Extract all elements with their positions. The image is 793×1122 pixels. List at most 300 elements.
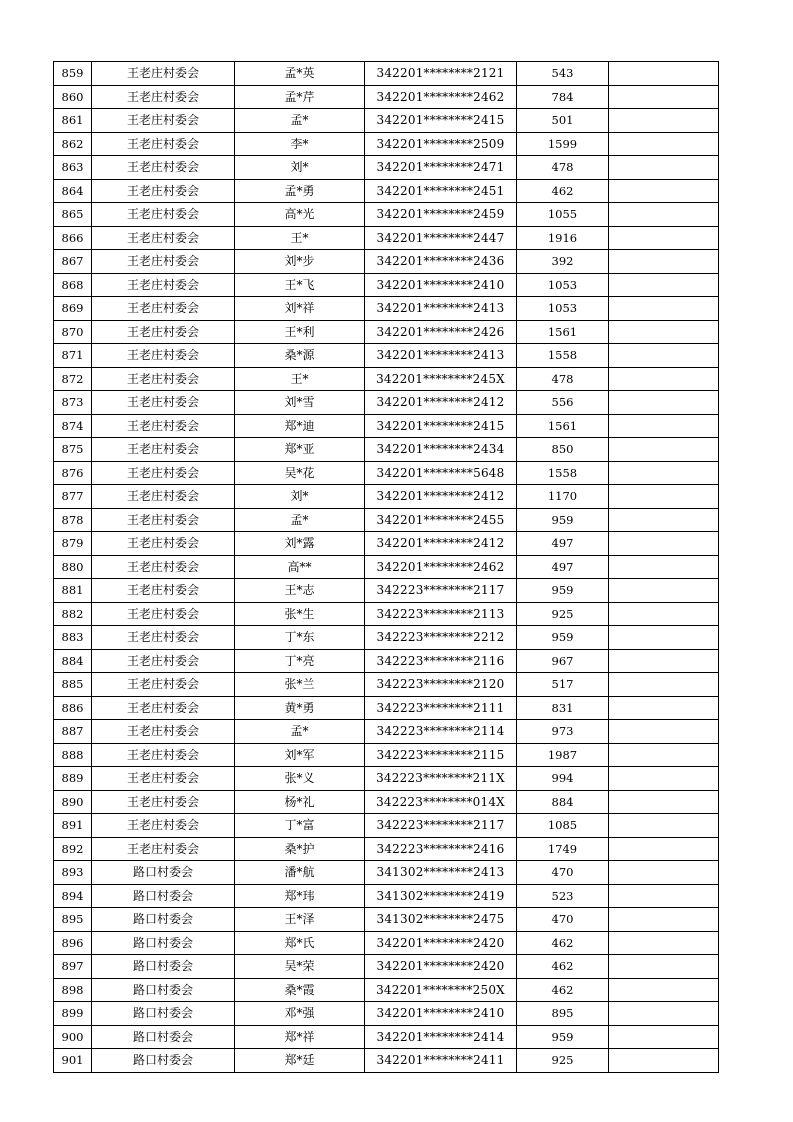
village-committee-cell: 王老庄村委会 xyxy=(92,532,235,556)
table-row xyxy=(54,978,719,1002)
amount-cell: 1987 xyxy=(517,743,609,767)
person-name-cell: 刘*军 xyxy=(235,743,365,767)
village-committee-cell: 王老庄村委会 xyxy=(92,250,235,274)
id-number-cell: 342201********2415 xyxy=(365,414,517,438)
table-row xyxy=(54,931,719,955)
id-number-cell: 342201********245X xyxy=(365,367,517,391)
note-cell xyxy=(609,85,719,109)
village-committee-cell: 路口村委会 xyxy=(92,955,235,979)
village-committee-cell: 王老庄村委会 xyxy=(92,461,235,485)
id-number-cell: 342223********2117 xyxy=(365,579,517,603)
row-number-cell: 878 xyxy=(54,508,92,532)
row-number-cell: 869 xyxy=(54,297,92,321)
id-number-cell: 342223********2113 xyxy=(365,602,517,626)
table-row xyxy=(54,837,719,861)
village-committee-cell: 王老庄村委会 xyxy=(92,649,235,673)
amount-cell: 1599 xyxy=(517,132,609,156)
table-row xyxy=(54,696,719,720)
note-cell xyxy=(609,579,719,603)
person-name-cell: 潘*航 xyxy=(235,861,365,885)
person-name-cell: 王* xyxy=(235,226,365,250)
village-committee-cell: 王老庄村委会 xyxy=(92,508,235,532)
village-committee-cell: 王老庄村委会 xyxy=(92,203,235,227)
note-cell xyxy=(609,743,719,767)
note-cell xyxy=(609,1025,719,1049)
table-row xyxy=(54,908,719,932)
note-cell xyxy=(609,884,719,908)
id-number-cell: 342201********2412 xyxy=(365,485,517,509)
table-row xyxy=(54,626,719,650)
row-number-cell: 885 xyxy=(54,673,92,697)
id-number-cell: 342201********2509 xyxy=(365,132,517,156)
person-name-cell: 邓*强 xyxy=(235,1002,365,1026)
id-number-cell: 342201********2420 xyxy=(365,955,517,979)
amount-cell: 462 xyxy=(517,931,609,955)
amount-cell: 556 xyxy=(517,391,609,415)
person-name-cell: 郑*迪 xyxy=(235,414,365,438)
person-name-cell: 刘*雪 xyxy=(235,391,365,415)
row-number-cell: 872 xyxy=(54,367,92,391)
row-number-cell: 863 xyxy=(54,156,92,180)
village-committee-cell: 王老庄村委会 xyxy=(92,626,235,650)
table-row xyxy=(54,297,719,321)
amount-cell: 784 xyxy=(517,85,609,109)
amount-cell: 497 xyxy=(517,532,609,556)
id-number-cell: 342201********2462 xyxy=(365,555,517,579)
amount-cell: 884 xyxy=(517,790,609,814)
table-row xyxy=(54,861,719,885)
note-cell xyxy=(609,837,719,861)
note-cell xyxy=(609,720,719,744)
table-row xyxy=(54,720,719,744)
person-name-cell: 郑*祥 xyxy=(235,1025,365,1049)
note-cell xyxy=(609,62,719,86)
table-row xyxy=(54,344,719,368)
row-number-cell: 890 xyxy=(54,790,92,814)
row-number-cell: 866 xyxy=(54,226,92,250)
row-number-cell: 873 xyxy=(54,391,92,415)
row-number-cell: 889 xyxy=(54,767,92,791)
row-number-cell: 870 xyxy=(54,320,92,344)
row-number-cell: 900 xyxy=(54,1025,92,1049)
note-cell xyxy=(609,297,719,321)
amount-cell: 1558 xyxy=(517,461,609,485)
person-name-cell: 王*利 xyxy=(235,320,365,344)
person-name-cell: 王* xyxy=(235,367,365,391)
note-cell xyxy=(609,931,719,955)
village-committee-cell: 王老庄村委会 xyxy=(92,391,235,415)
id-number-cell: 342201********2121 xyxy=(365,62,517,86)
table-row xyxy=(54,673,719,697)
amount-cell: 959 xyxy=(517,579,609,603)
village-committee-cell: 王老庄村委会 xyxy=(92,156,235,180)
amount-cell: 523 xyxy=(517,884,609,908)
village-committee-cell: 王老庄村委会 xyxy=(92,179,235,203)
person-name-cell: 李* xyxy=(235,132,365,156)
amount-cell: 850 xyxy=(517,438,609,462)
amount-cell: 501 xyxy=(517,109,609,133)
village-committee-cell: 王老庄村委会 xyxy=(92,273,235,297)
village-committee-cell: 王老庄村委会 xyxy=(92,438,235,462)
row-number-cell: 875 xyxy=(54,438,92,462)
village-committee-cell: 王老庄村委会 xyxy=(92,132,235,156)
note-cell xyxy=(609,955,719,979)
id-number-cell: 342201********2414 xyxy=(365,1025,517,1049)
row-number-cell: 874 xyxy=(54,414,92,438)
village-committee-cell: 王老庄村委会 xyxy=(92,602,235,626)
table-row xyxy=(54,814,719,838)
note-cell xyxy=(609,344,719,368)
row-number-cell: 899 xyxy=(54,1002,92,1026)
row-number-cell: 864 xyxy=(54,179,92,203)
village-committee-cell: 路口村委会 xyxy=(92,1025,235,1049)
person-name-cell: 黄*勇 xyxy=(235,696,365,720)
village-committee-cell: 路口村委会 xyxy=(92,908,235,932)
note-cell xyxy=(609,508,719,532)
note-cell xyxy=(609,767,719,791)
id-number-cell: 342201********2451 xyxy=(365,179,517,203)
note-cell xyxy=(609,226,719,250)
person-name-cell: 高** xyxy=(235,555,365,579)
roster-body xyxy=(54,62,719,1073)
id-number-cell: 342223********014X xyxy=(365,790,517,814)
note-cell xyxy=(609,1049,719,1073)
id-number-cell: 341302********2413 xyxy=(365,861,517,885)
note-cell xyxy=(609,555,719,579)
amount-cell: 1055 xyxy=(517,203,609,227)
note-cell xyxy=(609,461,719,485)
person-name-cell: 郑*氏 xyxy=(235,931,365,955)
table-row xyxy=(54,320,719,344)
id-number-cell: 342201********2434 xyxy=(365,438,517,462)
table-row xyxy=(54,767,719,791)
id-number-cell: 342223********2111 xyxy=(365,696,517,720)
row-number-cell: 880 xyxy=(54,555,92,579)
person-name-cell: 孟* xyxy=(235,508,365,532)
id-number-cell: 342201********5648 xyxy=(365,461,517,485)
amount-cell: 925 xyxy=(517,1049,609,1073)
amount-cell: 1085 xyxy=(517,814,609,838)
note-cell xyxy=(609,438,719,462)
row-number-cell: 879 xyxy=(54,532,92,556)
table-row xyxy=(54,414,719,438)
row-number-cell: 877 xyxy=(54,485,92,509)
id-number-cell: 342201********2410 xyxy=(365,273,517,297)
amount-cell: 517 xyxy=(517,673,609,697)
table-row xyxy=(54,109,719,133)
table-row xyxy=(54,649,719,673)
person-name-cell: 桑*源 xyxy=(235,344,365,368)
village-committee-cell: 王老庄村委会 xyxy=(92,720,235,744)
village-committee-cell: 路口村委会 xyxy=(92,1049,235,1073)
table-row xyxy=(54,203,719,227)
note-cell xyxy=(609,908,719,932)
village-committee-cell: 王老庄村委会 xyxy=(92,790,235,814)
row-number-cell: 891 xyxy=(54,814,92,838)
amount-cell: 1053 xyxy=(517,273,609,297)
note-cell xyxy=(609,626,719,650)
row-number-cell: 887 xyxy=(54,720,92,744)
id-number-cell: 342201********2420 xyxy=(365,931,517,955)
person-name-cell: 张*生 xyxy=(235,602,365,626)
village-committee-cell: 王老庄村委会 xyxy=(92,485,235,509)
id-number-cell: 342201********2471 xyxy=(365,156,517,180)
person-name-cell: 孟*勇 xyxy=(235,179,365,203)
note-cell xyxy=(609,602,719,626)
id-number-cell: 342201********2412 xyxy=(365,391,517,415)
person-name-cell: 吴*荣 xyxy=(235,955,365,979)
table-row xyxy=(54,955,719,979)
village-committee-cell: 王老庄村委会 xyxy=(92,579,235,603)
row-number-cell: 860 xyxy=(54,85,92,109)
village-committee-cell: 王老庄村委会 xyxy=(92,814,235,838)
note-cell xyxy=(609,250,719,274)
id-number-cell: 342201********2412 xyxy=(365,532,517,556)
id-number-cell: 341302********2419 xyxy=(365,884,517,908)
row-number-cell: 862 xyxy=(54,132,92,156)
amount-cell: 462 xyxy=(517,179,609,203)
note-cell xyxy=(609,790,719,814)
person-name-cell: 刘* xyxy=(235,485,365,509)
person-name-cell: 王*飞 xyxy=(235,273,365,297)
village-committee-cell: 王老庄村委会 xyxy=(92,226,235,250)
amount-cell: 478 xyxy=(517,156,609,180)
amount-cell: 478 xyxy=(517,367,609,391)
table-row xyxy=(54,85,719,109)
person-name-cell: 孟* xyxy=(235,720,365,744)
amount-cell: 462 xyxy=(517,978,609,1002)
id-number-cell: 342223********211X xyxy=(365,767,517,791)
person-name-cell: 郑*玮 xyxy=(235,884,365,908)
person-name-cell: 丁*亮 xyxy=(235,649,365,673)
table-row xyxy=(54,485,719,509)
village-committee-cell: 王老庄村委会 xyxy=(92,62,235,86)
table-row xyxy=(54,1049,719,1073)
note-cell xyxy=(609,203,719,227)
table-row xyxy=(54,273,719,297)
table-row xyxy=(54,1002,719,1026)
note-cell xyxy=(609,132,719,156)
row-number-cell: 861 xyxy=(54,109,92,133)
table-row xyxy=(54,555,719,579)
village-committee-cell: 王老庄村委会 xyxy=(92,109,235,133)
person-name-cell: 吴*花 xyxy=(235,461,365,485)
row-number-cell: 886 xyxy=(54,696,92,720)
table-row xyxy=(54,579,719,603)
person-name-cell: 孟*英 xyxy=(235,62,365,86)
row-number-cell: 881 xyxy=(54,579,92,603)
note-cell xyxy=(609,861,719,885)
person-name-cell: 张*义 xyxy=(235,767,365,791)
row-number-cell: 865 xyxy=(54,203,92,227)
row-number-cell: 895 xyxy=(54,908,92,932)
row-number-cell: 888 xyxy=(54,743,92,767)
note-cell xyxy=(609,367,719,391)
table-row xyxy=(54,250,719,274)
amount-cell: 1558 xyxy=(517,344,609,368)
id-number-cell: 342201********2411 xyxy=(365,1049,517,1073)
table-row xyxy=(54,367,719,391)
id-number-cell: 342201********2413 xyxy=(365,297,517,321)
note-cell xyxy=(609,485,719,509)
note-cell xyxy=(609,1002,719,1026)
person-name-cell: 王*泽 xyxy=(235,908,365,932)
village-committee-cell: 路口村委会 xyxy=(92,861,235,885)
amount-cell: 1916 xyxy=(517,226,609,250)
person-name-cell: 刘*祥 xyxy=(235,297,365,321)
note-cell xyxy=(609,320,719,344)
amount-cell: 392 xyxy=(517,250,609,274)
village-committee-cell: 王老庄村委会 xyxy=(92,320,235,344)
id-number-cell: 342201********2462 xyxy=(365,85,517,109)
amount-cell: 470 xyxy=(517,908,609,932)
id-number-cell: 342201********2415 xyxy=(365,109,517,133)
table-row xyxy=(54,438,719,462)
row-number-cell: 901 xyxy=(54,1049,92,1073)
roster-table xyxy=(53,61,719,1073)
note-cell xyxy=(609,978,719,1002)
table-row xyxy=(54,508,719,532)
table-row xyxy=(54,391,719,415)
id-number-cell: 341302********2475 xyxy=(365,908,517,932)
id-number-cell: 342201********2459 xyxy=(365,203,517,227)
amount-cell: 1749 xyxy=(517,837,609,861)
row-number-cell: 876 xyxy=(54,461,92,485)
amount-cell: 462 xyxy=(517,955,609,979)
id-number-cell: 342201********2413 xyxy=(365,344,517,368)
id-number-cell: 342223********2212 xyxy=(365,626,517,650)
amount-cell: 1170 xyxy=(517,485,609,509)
amount-cell: 470 xyxy=(517,861,609,885)
village-committee-cell: 王老庄村委会 xyxy=(92,837,235,861)
amount-cell: 959 xyxy=(517,1025,609,1049)
id-number-cell: 342201********2436 xyxy=(365,250,517,274)
person-name-cell: 丁*富 xyxy=(235,814,365,838)
note-cell xyxy=(609,532,719,556)
id-number-cell: 342223********2120 xyxy=(365,673,517,697)
row-number-cell: 867 xyxy=(54,250,92,274)
person-name-cell: 杨*礼 xyxy=(235,790,365,814)
id-number-cell: 342223********2416 xyxy=(365,837,517,861)
village-committee-cell: 王老庄村委会 xyxy=(92,367,235,391)
village-committee-cell: 路口村委会 xyxy=(92,1002,235,1026)
id-number-cell: 342223********2117 xyxy=(365,814,517,838)
person-name-cell: 孟*芹 xyxy=(235,85,365,109)
person-name-cell: 高*光 xyxy=(235,203,365,227)
village-committee-cell: 王老庄村委会 xyxy=(92,555,235,579)
village-committee-cell: 王老庄村委会 xyxy=(92,767,235,791)
table-row xyxy=(54,743,719,767)
note-cell xyxy=(609,109,719,133)
person-name-cell: 郑*廷 xyxy=(235,1049,365,1073)
note-cell xyxy=(609,673,719,697)
id-number-cell: 342223********2116 xyxy=(365,649,517,673)
note-cell xyxy=(609,814,719,838)
amount-cell: 925 xyxy=(517,602,609,626)
village-committee-cell: 王老庄村委会 xyxy=(92,673,235,697)
row-number-cell: 898 xyxy=(54,978,92,1002)
note-cell xyxy=(609,391,719,415)
note-cell xyxy=(609,696,719,720)
person-name-cell: 刘*露 xyxy=(235,532,365,556)
village-committee-cell: 王老庄村委会 xyxy=(92,344,235,368)
person-name-cell: 桑*霞 xyxy=(235,978,365,1002)
person-name-cell: 孟* xyxy=(235,109,365,133)
table-row xyxy=(54,602,719,626)
amount-cell: 1561 xyxy=(517,414,609,438)
table-row xyxy=(54,132,719,156)
village-committee-cell: 王老庄村委会 xyxy=(92,696,235,720)
table-row xyxy=(54,1025,719,1049)
note-cell xyxy=(609,156,719,180)
row-number-cell: 868 xyxy=(54,273,92,297)
village-committee-cell: 王老庄村委会 xyxy=(92,85,235,109)
person-name-cell: 王*志 xyxy=(235,579,365,603)
amount-cell: 973 xyxy=(517,720,609,744)
id-number-cell: 342201********2455 xyxy=(365,508,517,532)
amount-cell: 497 xyxy=(517,555,609,579)
row-number-cell: 894 xyxy=(54,884,92,908)
amount-cell: 895 xyxy=(517,1002,609,1026)
amount-cell: 1053 xyxy=(517,297,609,321)
table-row xyxy=(54,884,719,908)
person-name-cell: 张*兰 xyxy=(235,673,365,697)
person-name-cell: 丁*东 xyxy=(235,626,365,650)
village-committee-cell: 路口村委会 xyxy=(92,931,235,955)
person-name-cell: 刘*步 xyxy=(235,250,365,274)
id-number-cell: 342201********2426 xyxy=(365,320,517,344)
row-number-cell: 893 xyxy=(54,861,92,885)
amount-cell: 959 xyxy=(517,626,609,650)
id-number-cell: 342201********2410 xyxy=(365,1002,517,1026)
table-row xyxy=(54,156,719,180)
table-row xyxy=(54,226,719,250)
note-cell xyxy=(609,414,719,438)
id-number-cell: 342223********2114 xyxy=(365,720,517,744)
row-number-cell: 897 xyxy=(54,955,92,979)
amount-cell: 831 xyxy=(517,696,609,720)
table-row xyxy=(54,62,719,86)
amount-cell: 994 xyxy=(517,767,609,791)
village-committee-cell: 王老庄村委会 xyxy=(92,414,235,438)
note-cell xyxy=(609,649,719,673)
table-row xyxy=(54,179,719,203)
id-number-cell: 342201********2447 xyxy=(365,226,517,250)
person-name-cell: 郑*亚 xyxy=(235,438,365,462)
note-cell xyxy=(609,273,719,297)
amount-cell: 543 xyxy=(517,62,609,86)
id-number-cell: 342201********250X xyxy=(365,978,517,1002)
table-row xyxy=(54,461,719,485)
amount-cell: 1561 xyxy=(517,320,609,344)
row-number-cell: 896 xyxy=(54,931,92,955)
amount-cell: 967 xyxy=(517,649,609,673)
row-number-cell: 859 xyxy=(54,62,92,86)
person-name-cell: 刘* xyxy=(235,156,365,180)
village-committee-cell: 王老庄村委会 xyxy=(92,743,235,767)
row-number-cell: 882 xyxy=(54,602,92,626)
amount-cell: 959 xyxy=(517,508,609,532)
table-row xyxy=(54,790,719,814)
village-committee-cell: 路口村委会 xyxy=(92,978,235,1002)
row-number-cell: 884 xyxy=(54,649,92,673)
table-row xyxy=(54,532,719,556)
village-committee-cell: 路口村委会 xyxy=(92,884,235,908)
id-number-cell: 342223********2115 xyxy=(365,743,517,767)
row-number-cell: 883 xyxy=(54,626,92,650)
note-cell xyxy=(609,179,719,203)
village-committee-cell: 王老庄村委会 xyxy=(92,297,235,321)
